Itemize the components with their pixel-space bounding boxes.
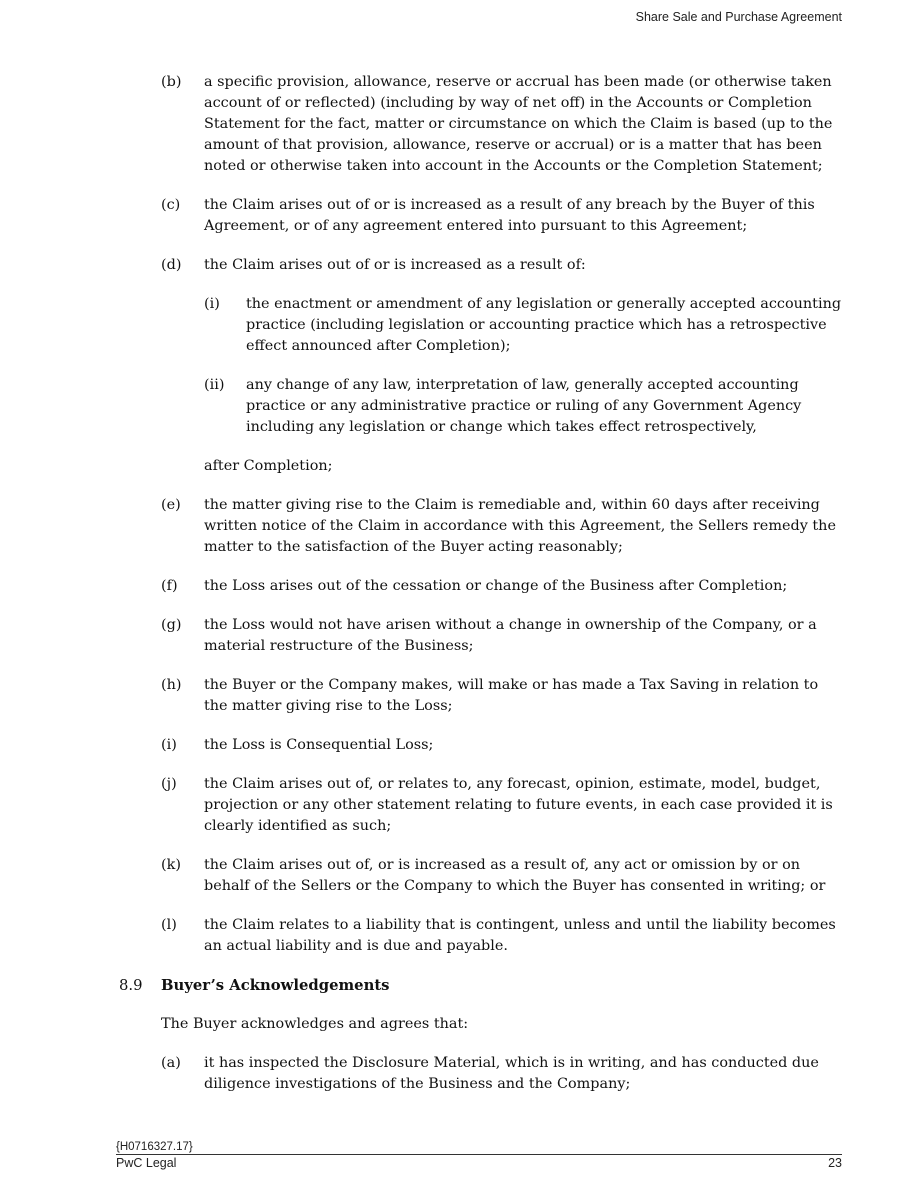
subclause-text: the enactment or amendment of any legislation or generally accepted accounting practice (including legislation or accounting practice which has a retrospective effect announced after Completion); <box>246 296 842 354</box>
clause-text: the Loss would not have arisen without a change in ownership of the Company, or a material restructure of the Business; <box>204 617 817 654</box>
clause-item-g <box>0 615 918 657</box>
clause-item-f <box>0 576 918 597</box>
clause-text: the Claim relates to a liability that is contingent, unless and until the liability becomes an actual liability and is due and payable. <box>204 917 836 954</box>
section-intro: The Buyer acknowledges and agrees that: <box>161 1016 469 1032</box>
clause-number: (k) <box>161 857 181 873</box>
document-body <box>0 72 918 1095</box>
clause-text: the Claim arises out of or is increased as a result of any breach by the Buyer of this Agreement, or of any agreement entered into pursuant to this Agreement; <box>204 197 815 234</box>
footer-divider <box>116 1154 842 1155</box>
clause-text: it has inspected the Disclosure Material, which is in writing, and has conducted due diligence investigations of the Business and the Company; <box>204 1055 819 1092</box>
subclause-text: any change of any law, interpretation of law, generally accepted accounting practice or any administrative practice or ruling of any Government Agency including any legislation or change which takes effect retrospectively, <box>246 377 802 435</box>
subclause-item-ii <box>0 375 918 438</box>
section-number: 8.9 <box>119 977 143 994</box>
clause-text: the Loss is Consequential Loss; <box>204 737 434 753</box>
clause-text: the Claim arises out of, or relates to, any forecast, opinion, estimate, model, budget, projection or any other statement relating to future events, in each case provided it is clearly identified as such; <box>204 776 833 834</box>
clause-text: the Claim arises out of or is increased as a result of: <box>204 257 586 273</box>
section-heading <box>0 975 918 996</box>
clause-number: (a) <box>161 1055 181 1071</box>
section-title: Buyer’s Acknowledgements <box>161 977 390 994</box>
footer-firm-name: PwC Legal <box>116 1156 177 1170</box>
clause-number: (f) <box>161 578 178 594</box>
clause-item-b <box>0 72 918 177</box>
clause-item-e <box>0 495 918 558</box>
clause-number: (h) <box>161 677 182 693</box>
subclause-number: (ii) <box>204 377 225 393</box>
clause-number: (i) <box>161 737 177 753</box>
clause-item-j <box>0 774 918 837</box>
clause-item-d <box>0 255 918 276</box>
clause-item-l <box>0 915 918 957</box>
clause-text: the Buyer or the Company makes, will make or has made a Tax Saving in relation to the matter giving rise to the Loss; <box>204 677 819 714</box>
clause-number: (e) <box>161 497 181 513</box>
section-clause-item-a <box>0 1053 918 1095</box>
clause-item-h <box>0 675 918 717</box>
subclause-item-i <box>0 294 918 357</box>
clause-text: the Claim arises out of, or is increased as a result of, any act or omission by or on behalf of the Sellers or the Company to which the Buyer has consented in writing; or <box>204 857 826 894</box>
clause-item-c <box>0 195 918 237</box>
clause-text: the Loss arises out of the cessation or change of the Business after Completion; <box>204 578 788 594</box>
clause-number: (g) <box>161 617 182 633</box>
clause-number: (j) <box>161 776 177 792</box>
subclause-number: (i) <box>204 296 220 312</box>
clause-text: the matter giving rise to the Claim is remediable and, within 60 days after receiving written notice of the Claim in accordance with this Agreement, the Sellers remedy the matter to the satisfaction of the Buyer acting reasonably; <box>204 497 836 555</box>
clause-number: (d) <box>161 257 182 273</box>
footer-document-reference: {H0716327.17} <box>116 1141 193 1153</box>
clause-item-i <box>0 735 918 756</box>
clause-text: a specific provision, allowance, reserve or accrual has been made (or otherwise taken account of or reflected) (including by way of net off) in the Accounts or Completion Statement for the fact, matter or circumstance on which the Claim is based (up to the amount of that provision, allowance, reserve or accrual) or is a matter that has been noted or otherwise taken into account in the Accounts or the Completion Statement; <box>204 74 833 174</box>
clause-continuation: after Completion; <box>204 458 333 474</box>
clause-number: (l) <box>161 917 177 933</box>
clause-item-k <box>0 855 918 897</box>
footer-page-number: 23 <box>828 1156 842 1170</box>
clause-number: (c) <box>161 197 181 213</box>
clause-number: (b) <box>161 74 182 90</box>
running-header-title: Share Sale and Purchase Agreement <box>635 10 842 24</box>
